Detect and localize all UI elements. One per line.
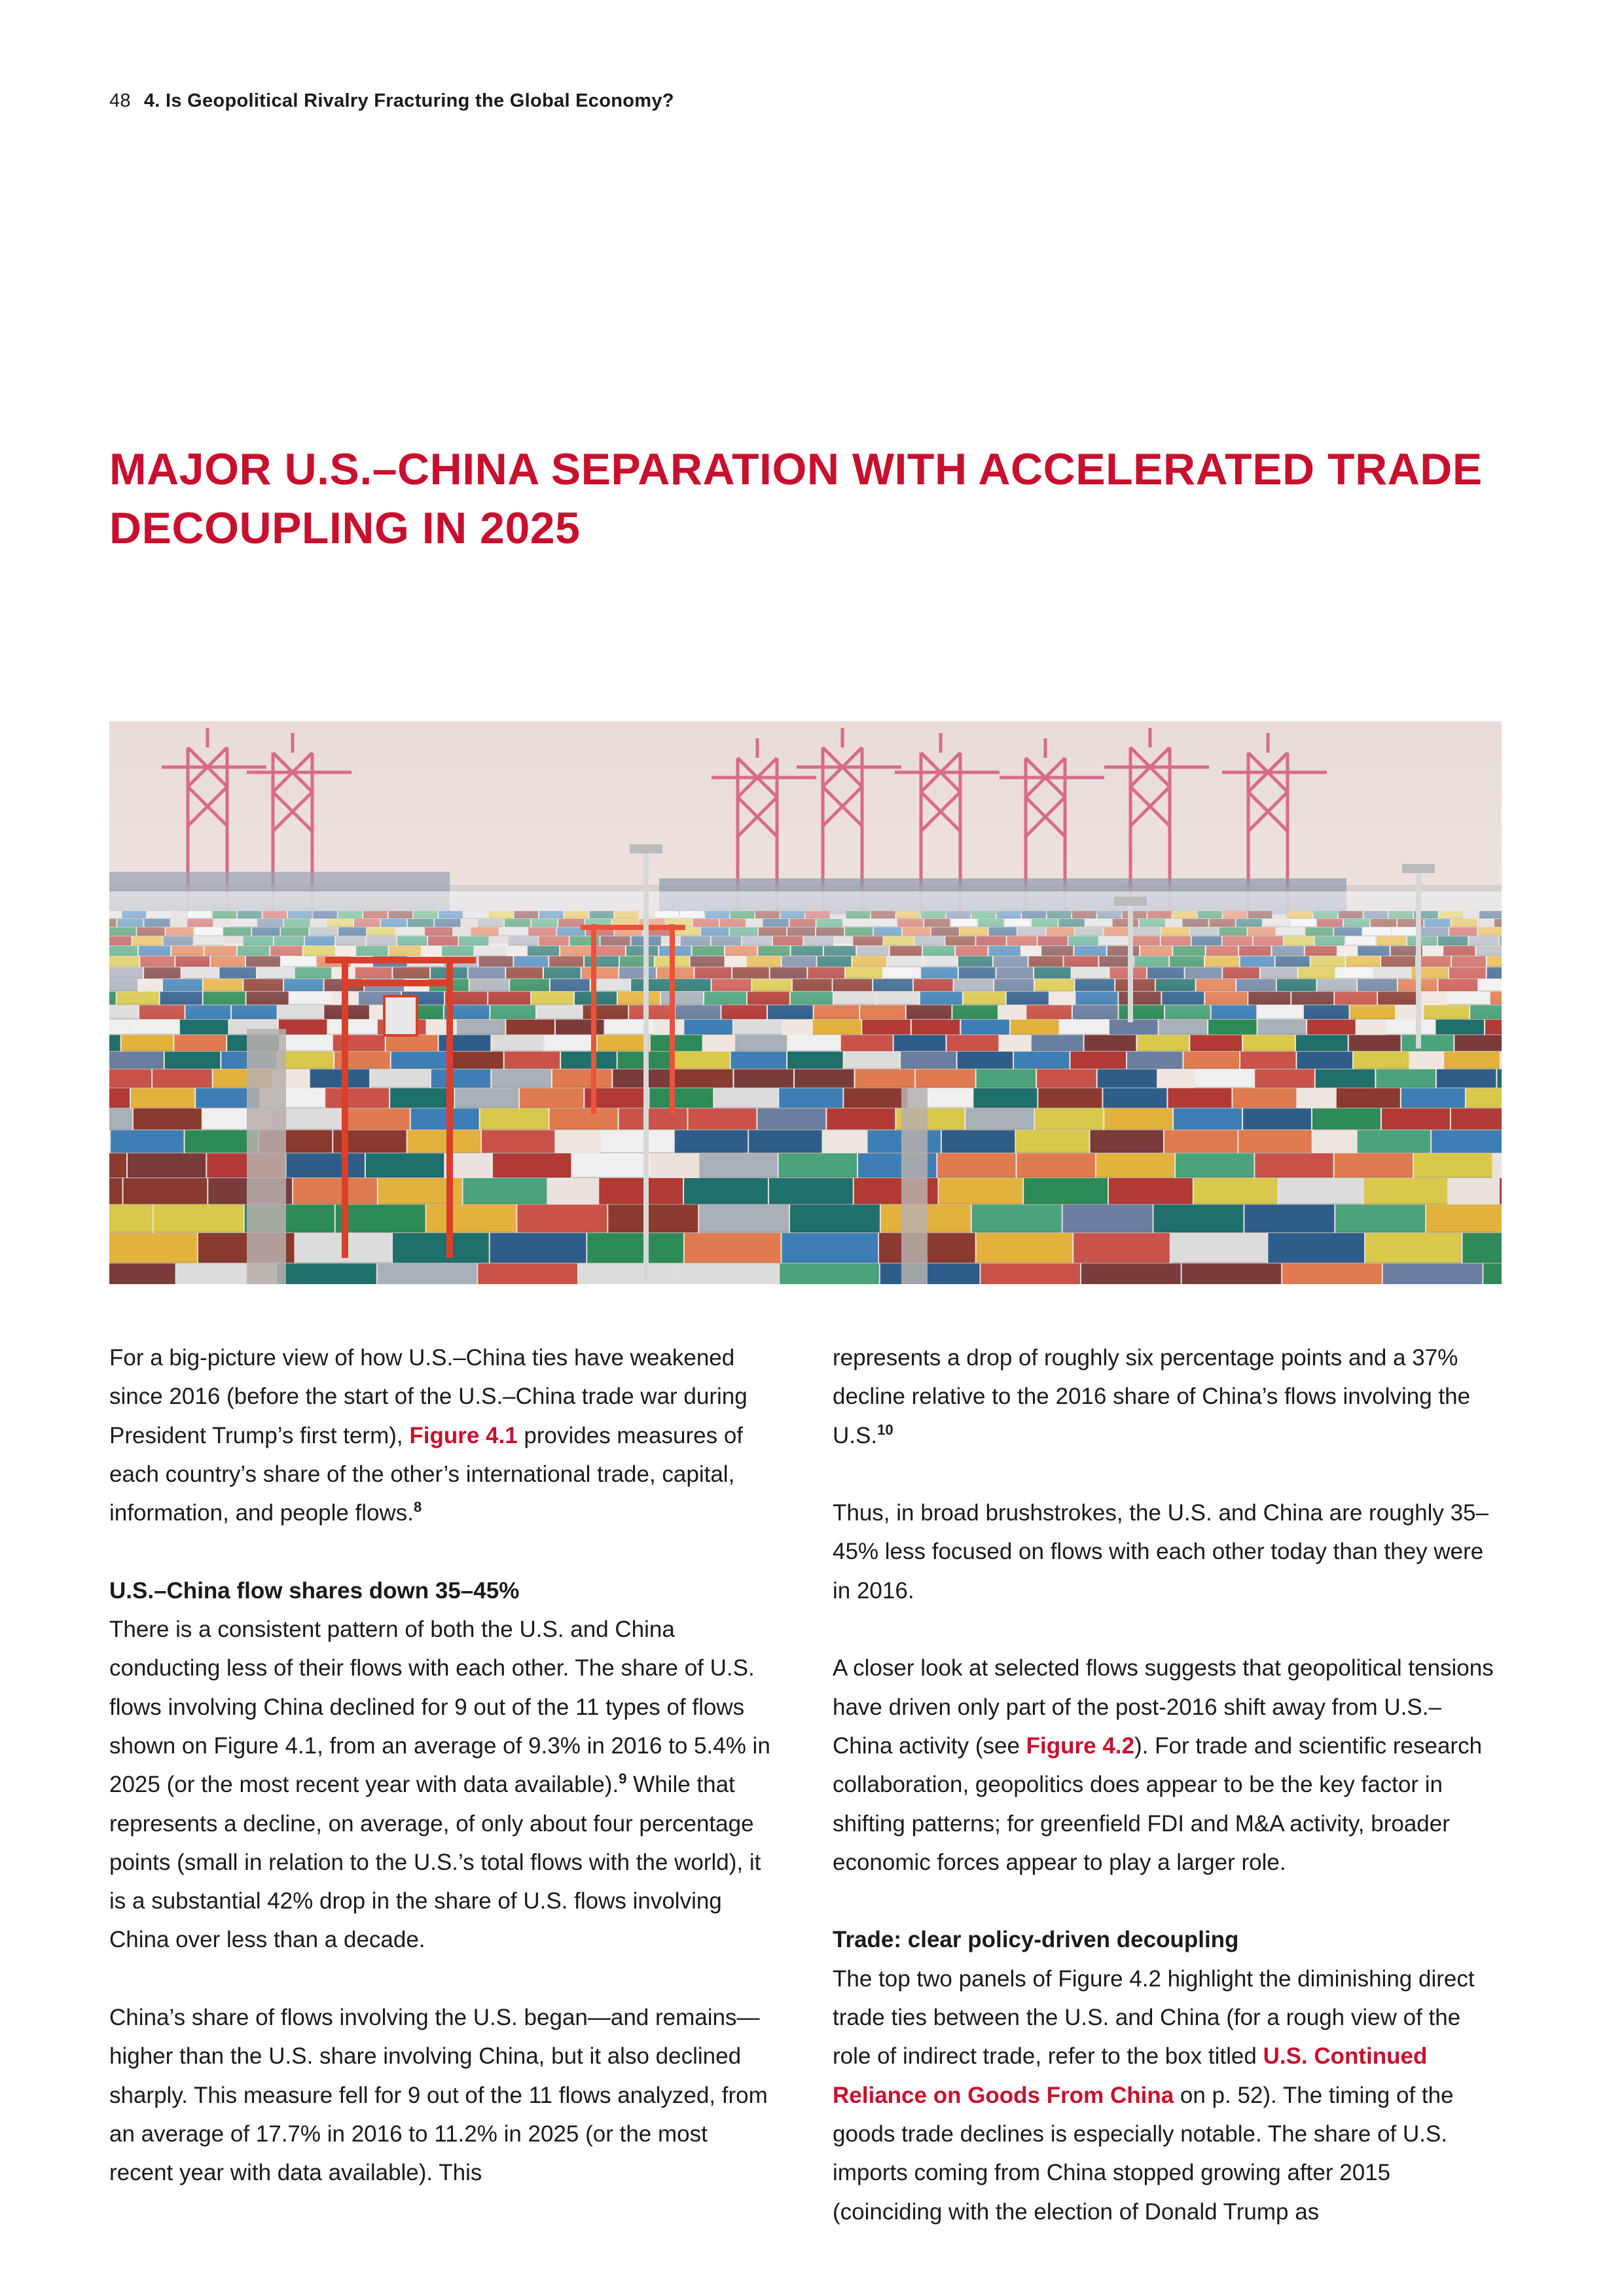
paragraph-text: A closer look at selected flows suggests that geopolitical tensions have driven only part of the post-2016 shift away from U.S.–China activity (see [833, 1655, 1494, 1759]
right-column [833, 1338, 1500, 2231]
paragraph-text: represents a drop of roughly six percentage points and a 37% decline relative to the 2016 share of China’s flows involving the U.S. [833, 1345, 1471, 1448]
page-number: 48 [109, 90, 131, 111]
paragraph-text: provides measures of each country’s share of the other’s international trade, capital, information, and people flows. [109, 1422, 744, 1526]
paragraph-text: ). For trade and scientific research collaboration, geopolitics does appear to be the key factor in shifting patterns; for greenfield FDI and M&A activity, broader economic forces appear to play a larger role. [833, 1732, 1483, 1875]
paragraph-text: on p. 52). The timing of the goods trade declines is especially notable. The share of U.S. imports coming from China stopped growing after 2015 (coinciding with the election of Donald Trump as [833, 2082, 1454, 2225]
section-title-line-1: MAJOR U.S.–CHINA SEPARATION WITH ACCELERATED TRADE [109, 444, 1483, 494]
section-title-line-2: DECOUPLING IN 2025 [109, 503, 581, 553]
page-header [109, 90, 674, 112]
chapter-title: 4. Is Geopolitical Rivalry Fracturing the Global Economy? [143, 90, 674, 111]
subheading: Trade: clear policy-driven decoupling [833, 1927, 1239, 1953]
figure-4-1-link[interactable]: Figure 4.1 [409, 1422, 518, 1448]
paragraph [109, 1610, 777, 1960]
paragraph [833, 1338, 1500, 1455]
paragraph-text: There is a consistent pattern of both the U.S. and China conducting less of their flows with each other. The share of U.S. flows involving China declined for 9 out of the 11 types of flows shown on Figure 4.1, from an average of 9.3% in 2016 to 5.4% in 2025 (or the most recent year with data available). [109, 1617, 770, 1798]
section-title [109, 440, 1517, 558]
paragraph-text: The top two panels of Figure 4.2 highlight the diminishing direct trade ties between the U.S. and China (for a rough view of the role of indirect trade, refer to the box titled [833, 1965, 1475, 2070]
footnote-marker[interactable]: 9 [619, 1770, 627, 1787]
paragraph: China’s share of flows involving the U.S. began—and remains—higher than the U.S. share involving China, but it also declined sharply. This measure fell for 9 out of the 11 flows analyzed, from an average of 17.7% in 2016 to 11.2% in 2025 (or the most recent year with data available). This [109, 2005, 768, 2186]
figure-4-2-link[interactable]: Figure 4.2 [1026, 1732, 1134, 1759]
paragraph [833, 1649, 1500, 1882]
subheading: U.S.–China flow shares down 35–45% [109, 1577, 520, 1604]
paragraph: Thus, in broad brushstrokes, the U.S. and China are roughly 35–45% less focused on flows with each other today than they were in 2016. [833, 1500, 1489, 1604]
paragraph-text: For a big-picture view of how U.S.–China ties have weakened since 2016 (before the start of the U.S.–China trade war during President Trump’s first term), [109, 1345, 748, 1448]
container-port-photo [109, 721, 1502, 1284]
paragraph [833, 1960, 1500, 2231]
paragraph-text: While that represents a decline, on average, of only about four percentage points (small in relation to the U.S.’s total flows with the world), it is a substantial 42% drop in the share of U.S. flows involving China over less than a decade. [109, 1772, 761, 1953]
footnote-marker[interactable]: 8 [414, 1499, 422, 1516]
footnote-marker[interactable]: 10 [877, 1421, 893, 1438]
reliance-box-link[interactable]: U.S. Continued Reliance on Goods From China [833, 2043, 1428, 2108]
left-column [109, 1338, 777, 2193]
paragraph [109, 1338, 777, 1532]
